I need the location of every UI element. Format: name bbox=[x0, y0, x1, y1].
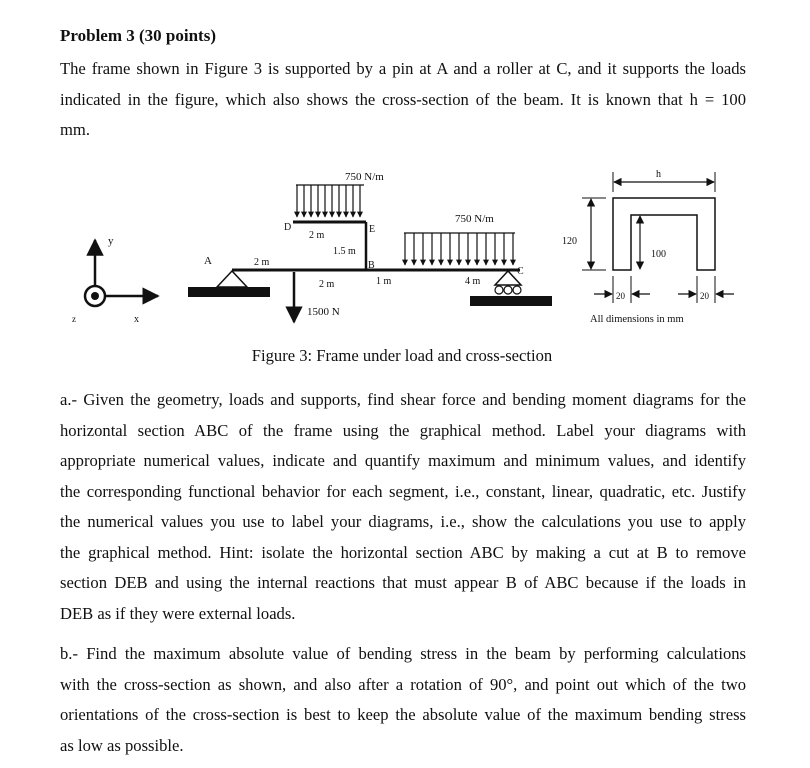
dim-load-length: 4 m bbox=[465, 276, 481, 287]
section-left-wall-label: 20 bbox=[616, 291, 625, 301]
part-a-paragraph bbox=[60, 385, 746, 629]
part-a-line: horizontal section ABC of the frame using the graphical method. Label your diagrams with bbox=[60, 420, 746, 440]
intro-line: mm. bbox=[60, 120, 90, 139]
distributed-load-upper bbox=[296, 185, 364, 217]
point-load-label: 1500 N bbox=[307, 306, 340, 318]
problem-title: Problem 3 (30 points) bbox=[60, 26, 216, 45]
point-label-c: C bbox=[517, 266, 524, 277]
lower-load-label: 750 N/m bbox=[455, 213, 494, 225]
intro-line: indicated in the figure, which also shows the cross-section of the beam. It is known that h = 100 bbox=[60, 89, 746, 109]
part-a-line: DEB as if they were external loads. bbox=[60, 603, 296, 623]
pin-support-a bbox=[188, 271, 270, 297]
section-h-label: h bbox=[656, 169, 661, 180]
intro-line: The frame shown in Figure 3 is supported by a pin at A and a roller at C, and it supports the loads bbox=[60, 59, 746, 78]
part-b-line: orientations of the cross-section is best to keep the absolute value of the maximum bending stress bbox=[60, 705, 746, 724]
cross-section bbox=[562, 169, 734, 325]
part-a-line: the corresponding functional behavior for each segment, i.e., constant, linear, quadratic, etc. Justify bbox=[60, 481, 746, 501]
part-b-paragraph bbox=[60, 639, 746, 761]
point-label-b: B bbox=[368, 260, 375, 271]
part-a-line: the numerical values you use to label your diagrams, i.e., show the calculations you use to apply bbox=[60, 512, 746, 531]
point-label-d: D bbox=[284, 222, 292, 233]
part-a-line: section DEB and using the internal reactions that must appear B of ABC because if the loads in bbox=[60, 573, 746, 592]
dim-gap: 1 m bbox=[376, 276, 392, 287]
dim-a-segment: 2 m bbox=[254, 257, 270, 268]
distributed-load-lower bbox=[404, 233, 515, 265]
y-axis-label: y bbox=[108, 235, 114, 247]
section-height-label: 120 bbox=[562, 236, 577, 247]
z-axis-label: z bbox=[72, 314, 76, 324]
dim-b-load: 2 m bbox=[319, 279, 335, 290]
x-axis-label: x bbox=[134, 314, 139, 325]
part-b-line: with the cross-section as shown, and also after a rotation of 90°, and point out which of the two bbox=[60, 674, 746, 694]
upper-load-label: 750 N/m bbox=[345, 171, 384, 183]
figure-caption: Figure 3: Frame under load and cross-section bbox=[251, 346, 553, 365]
part-a-line: appropriate numerical values, indicate and quantify maximum and minimum values, and identify bbox=[60, 451, 746, 470]
part-b-line: as low as possible. bbox=[60, 735, 184, 755]
part-b-line: b.- Find the maximum absolute value of bending stress in the beam by performing calculations bbox=[60, 644, 746, 663]
section-right-wall-label: 20 bbox=[700, 291, 709, 301]
roller-support-c bbox=[470, 271, 552, 306]
part-a-line: a.- Given the geometry, loads and supports, find shear force and bending moment diagrams for the bbox=[60, 390, 746, 409]
dim-eb: 1.5 m bbox=[333, 246, 356, 257]
frame-figure bbox=[0, 0, 810, 345]
point-label-e: E bbox=[369, 224, 376, 235]
coordinate-axes bbox=[72, 235, 158, 325]
section-inner-label: 100 bbox=[651, 249, 666, 260]
section-note: All dimensions in mm bbox=[590, 314, 684, 325]
dim-de: 2 m bbox=[309, 230, 325, 241]
part-a-line: the graphical method. Hint: isolate the horizontal section ABC by making a cut at B to remove bbox=[60, 542, 746, 562]
point-label-a: A bbox=[204, 255, 212, 267]
